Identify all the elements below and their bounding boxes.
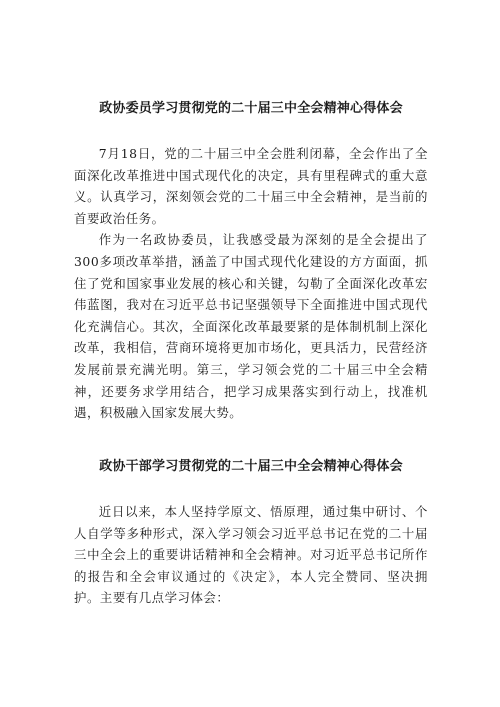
- article-1-paragraph-2: 作为一名政协委员，让我感受最为深刻的是全会提出了300多项改革举措，涵盖了中国式现代化建设的方方面面，抓住了党和国家事业发展的核心和关键，勾勒了全面深化改革宏伟蓝图，我对在习近平总书记坚强领导下全面推进中国式现代化充满信心。其次，全面深化改革最要紧的是体制机制上深化改革，我相信，营商环境将更加市场化，更具活力，民营经济发展前景充满光明。第三，学习领会党的二十届三中全会精神，还要务求学用结合，把学习成果落实到行动上，找准机遇，积极融入国家发展大势。: [74, 232, 428, 421]
- article-1-paragraph-1: 7月18日，党的二十届三中全会胜利闭幕，全会作出了全面深化改革推进中国式现代化的决定，具有里程碑式的重大意义。认真学习，深刻领会党的二十届三中全会精神，是当前的首要政治任务。: [74, 146, 428, 226]
- article-section-1: [74, 97, 428, 424]
- article-section-2: [74, 455, 428, 609]
- article-title-2: 政协干部学习贯彻党的二十届三中全会精神心得体会: [99, 459, 403, 474]
- article-title-1: 政协委员学习贯彻党的二十届三中全会精神心得体会: [99, 101, 403, 116]
- article-2-paragraph-1: 近日以来，本人坚持学原文、悟原理，通过集中研讨、个人自学等多种形式，深入学习领会习近平总书记在党的二十届三中全会上的重要讲话精神和全会精神。对习近平总书记所作的报告和全会审议通过的《决定》，本人完全赞同、坚决拥护。主要有几点学习体会：: [74, 504, 428, 606]
